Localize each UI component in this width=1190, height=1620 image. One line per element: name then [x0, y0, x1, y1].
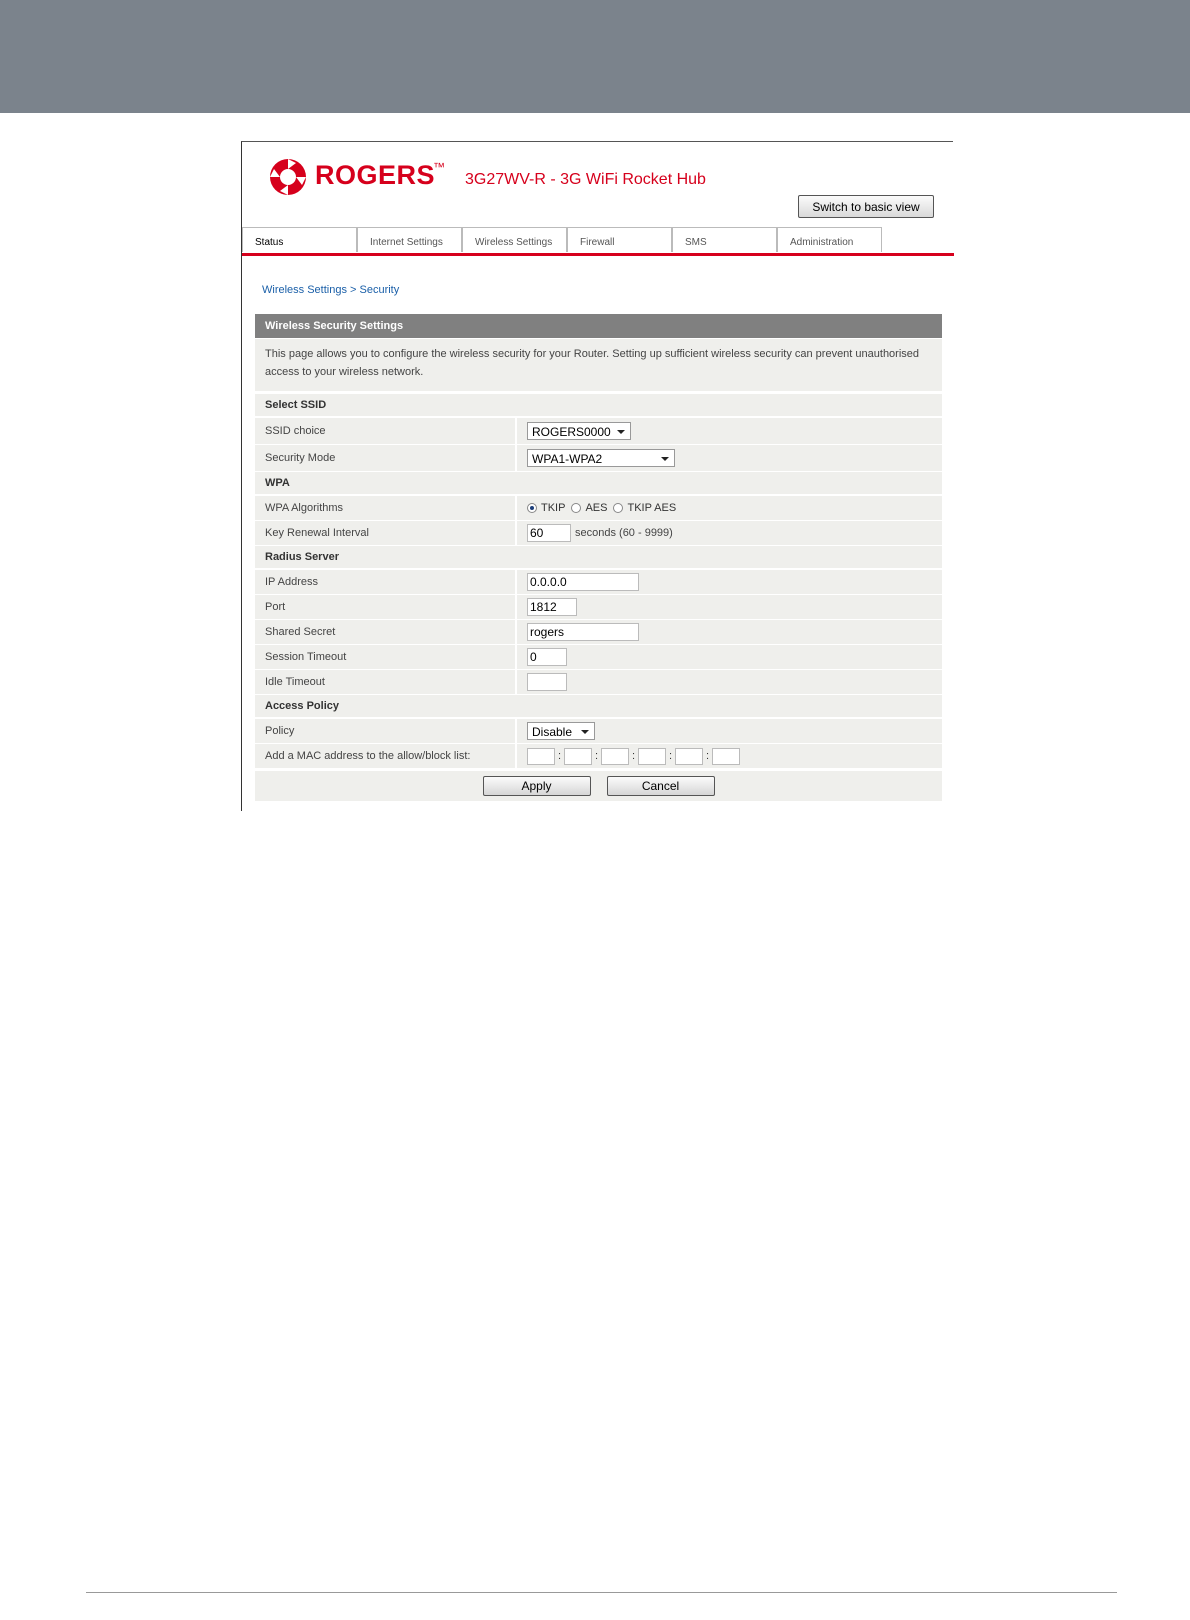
security-mode-label: Security Mode — [255, 445, 515, 471]
router-admin-frame — [241, 141, 953, 811]
mac-separator: : — [631, 750, 636, 762]
section-wpa: WPA — [255, 472, 942, 494]
top-banner — [0, 0, 1190, 113]
section-radius-server: Radius Server — [255, 546, 942, 568]
ssid-choice-label: SSID choice — [255, 418, 515, 444]
radio-aes[interactable] — [571, 503, 581, 513]
trademark-mark: ™ — [433, 160, 445, 174]
mac-separator: : — [668, 750, 673, 762]
ip-address-input[interactable] — [527, 573, 639, 591]
ip-address-label: IP Address — [255, 570, 515, 594]
footer-divider — [86, 1592, 1117, 1593]
row-wpa-algorithms — [255, 496, 942, 520]
switch-to-basic-view-button[interactable]: Switch to basic view — [798, 195, 934, 218]
tab-internet-settings[interactable]: Internet Settings — [357, 227, 462, 252]
cancel-button[interactable]: Cancel — [607, 776, 715, 796]
rogers-logo-icon — [269, 158, 307, 196]
radio-tkip-aes[interactable] — [613, 503, 623, 513]
apply-button[interactable]: Apply — [483, 776, 591, 796]
tab-administration[interactable]: Administration — [777, 227, 882, 252]
radio-tkip-aes-label: TKIP AES — [627, 502, 677, 514]
security-mode-select[interactable] — [527, 449, 675, 467]
key-renewal-hint: seconds (60 - 9999) — [575, 527, 673, 539]
wireless-security-panel — [255, 314, 942, 801]
key-renewal-label: Key Renewal Interval — [255, 521, 515, 545]
radio-tkip[interactable] — [527, 503, 537, 513]
chevron-down-icon — [581, 730, 589, 734]
mac-separator: : — [705, 750, 710, 762]
row-shared-secret — [255, 620, 942, 644]
shared-secret-label: Shared Secret — [255, 620, 515, 644]
mac-separator: : — [594, 750, 599, 762]
mac-octet-input[interactable] — [527, 748, 555, 765]
main-nav — [242, 227, 954, 256]
tab-sms[interactable]: SMS — [672, 227, 777, 252]
mac-address-label: Add a MAC address to the allow/block list: — [255, 744, 515, 768]
radio-tkip-label: TKIP — [541, 502, 566, 514]
row-mac-address — [255, 744, 942, 768]
mac-octet-input[interactable] — [638, 748, 666, 765]
port-label: Port — [255, 595, 515, 619]
tab-firewall[interactable]: Firewall — [567, 227, 672, 252]
session-timeout-label: Session Timeout — [255, 645, 515, 669]
tab-wireless-settings[interactable]: Wireless Settings — [462, 227, 567, 252]
row-ssid-choice — [255, 418, 942, 444]
action-bar — [255, 771, 942, 801]
row-ip-address — [255, 570, 942, 594]
mac-octet-input[interactable] — [675, 748, 703, 765]
row-port — [255, 595, 942, 619]
panel-description: This page allows you to configure the wireless security for your Router. Setting up sufficient wireless security can prevent unauthorised access to your wireless network. — [255, 339, 942, 391]
policy-select[interactable] — [527, 722, 595, 740]
port-input[interactable] — [527, 598, 577, 616]
policy-label: Policy — [255, 719, 515, 743]
chevron-down-icon — [661, 457, 669, 461]
product-title: 3G27WV-R - 3G WiFi Rocket Hub — [465, 171, 706, 188]
key-renewal-input[interactable] — [527, 524, 571, 542]
wpa-algorithms-label: WPA Algorithms — [255, 496, 515, 520]
row-idle-timeout — [255, 670, 942, 694]
panel-title: Wireless Security Settings — [255, 314, 942, 338]
section-select-ssid: Select SSID — [255, 394, 942, 416]
idle-timeout-input[interactable] — [527, 673, 567, 691]
mac-octet-input[interactable] — [601, 748, 629, 765]
radio-aes-label: AES — [585, 502, 608, 514]
section-access-policy: Access Policy — [255, 695, 942, 717]
shared-secret-input[interactable] — [527, 623, 639, 641]
mac-separator: : — [557, 750, 562, 762]
brand-name: ROGERS — [315, 160, 436, 190]
tab-status[interactable]: Status — [242, 227, 357, 252]
row-policy — [255, 719, 942, 743]
idle-timeout-label: Idle Timeout — [255, 670, 515, 694]
row-key-renewal — [255, 521, 942, 545]
row-security-mode — [255, 445, 942, 471]
breadcrumb[interactable]: Wireless Settings > Security — [262, 284, 400, 296]
chevron-down-icon — [617, 430, 625, 434]
ssid-choice-value: ROGERS0000 — [532, 425, 611, 439]
mac-octet-input[interactable] — [564, 748, 592, 765]
ssid-choice-select[interactable] — [527, 422, 631, 440]
mac-octet-input[interactable] — [712, 748, 740, 765]
policy-value: Disable — [532, 725, 573, 739]
security-mode-value: WPA1-WPA2 — [532, 452, 603, 466]
session-timeout-input[interactable] — [527, 648, 567, 666]
row-session-timeout — [255, 645, 942, 669]
